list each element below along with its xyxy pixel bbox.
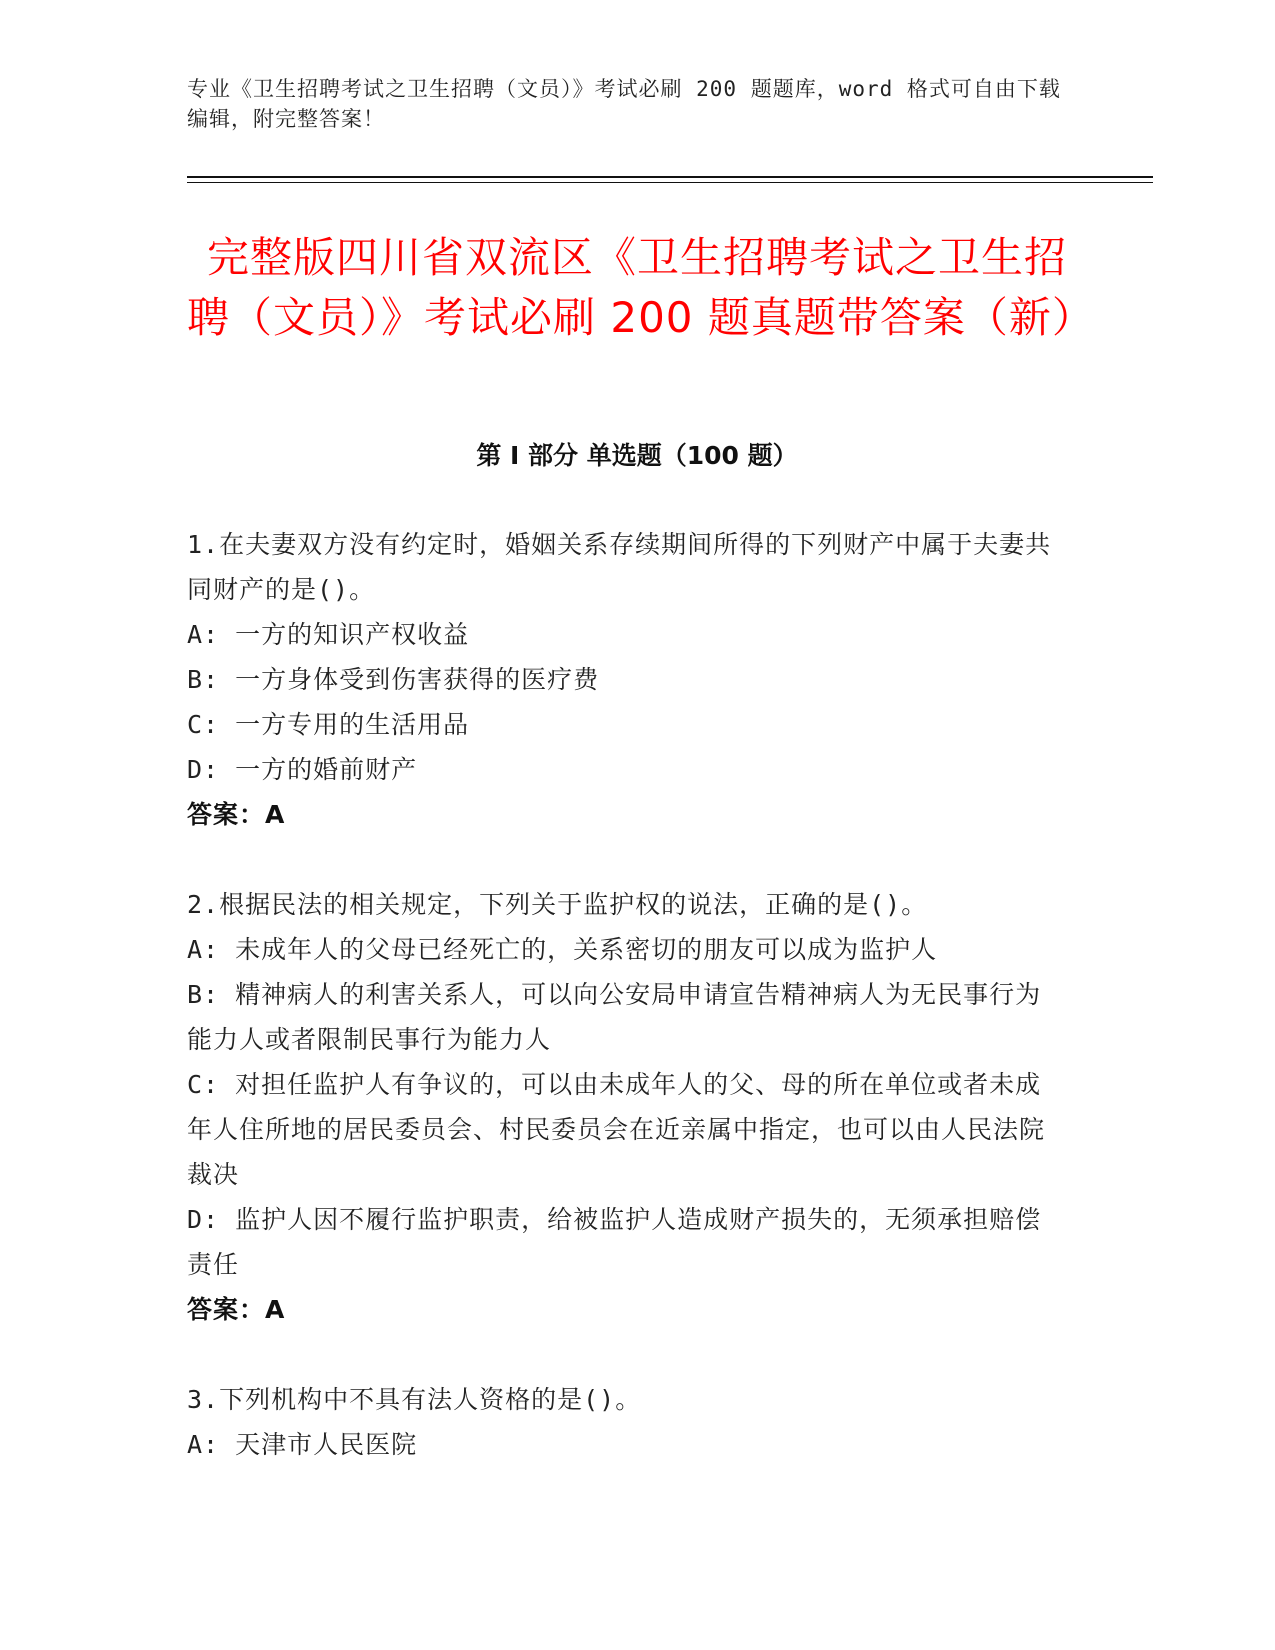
question-option-a: A: 天津市人民医院 bbox=[187, 1430, 418, 1459]
question-answer: 答案：A bbox=[187, 1295, 286, 1324]
question-option-b: B: 一方身体受到伤害获得的医疗费 bbox=[187, 665, 600, 694]
header-note: 专业《卫生招聘考试之卫生招聘（文员）》考试必刷 200 题题库，word 格式可自由下载编辑，附完整答案！ bbox=[187, 77, 1061, 131]
question-option-a: A: 一方的知识产权收益 bbox=[187, 620, 470, 649]
question-1 bbox=[187, 522, 1067, 837]
header-divider-thick bbox=[187, 176, 1153, 178]
question-3 bbox=[187, 1377, 1067, 1467]
question-answer: 答案：A bbox=[187, 800, 286, 829]
question-option-c: C: 对担任监护人有争议的，可以由未成年人的父、母的所在单位或者未成年人住所地的居民委员会、村民委员会在近亲属中指定，也可以由人民法院裁决 bbox=[187, 1070, 1046, 1189]
question-2 bbox=[187, 882, 1067, 1332]
section-heading: 第 I 部分 单选题（100 题） bbox=[476, 441, 798, 470]
question-option-d: D: 监护人因不履行监护职责，给被监护人造成财产损失的，无须承担赔偿责任 bbox=[187, 1205, 1042, 1279]
question-stem: 2.根据民法的相关规定，下列关于监护权的说法，正确的是()。 bbox=[187, 890, 928, 919]
question-stem: 1.在夫妻双方没有约定时，婚姻关系存续期间所得的下列财产中属于夫妻共同财产的是()。 bbox=[187, 530, 1052, 604]
question-option-a: A: 未成年人的父母已经死亡的，关系密切的朋友可以成为监护人 bbox=[187, 935, 938, 964]
question-option-d: D: 一方的婚前财产 bbox=[187, 755, 418, 784]
question-option-c: C: 一方专用的生活用品 bbox=[187, 710, 470, 739]
document-title: 完整版四川省双流区《卫生招聘考试之卫生招聘（文员）》考试必刷 200 题真题带答案（新） bbox=[187, 233, 1095, 342]
question-option-b: B: 精神病人的利害关系人，可以向公安局申请宣告精神病人为无民事行为能力人或者限制民事行为能力人 bbox=[187, 980, 1042, 1054]
question-stem: 3.下列机构中不具有法人资格的是()。 bbox=[187, 1385, 642, 1414]
header-divider-thin bbox=[187, 182, 1153, 183]
question-list bbox=[187, 522, 1067, 1512]
